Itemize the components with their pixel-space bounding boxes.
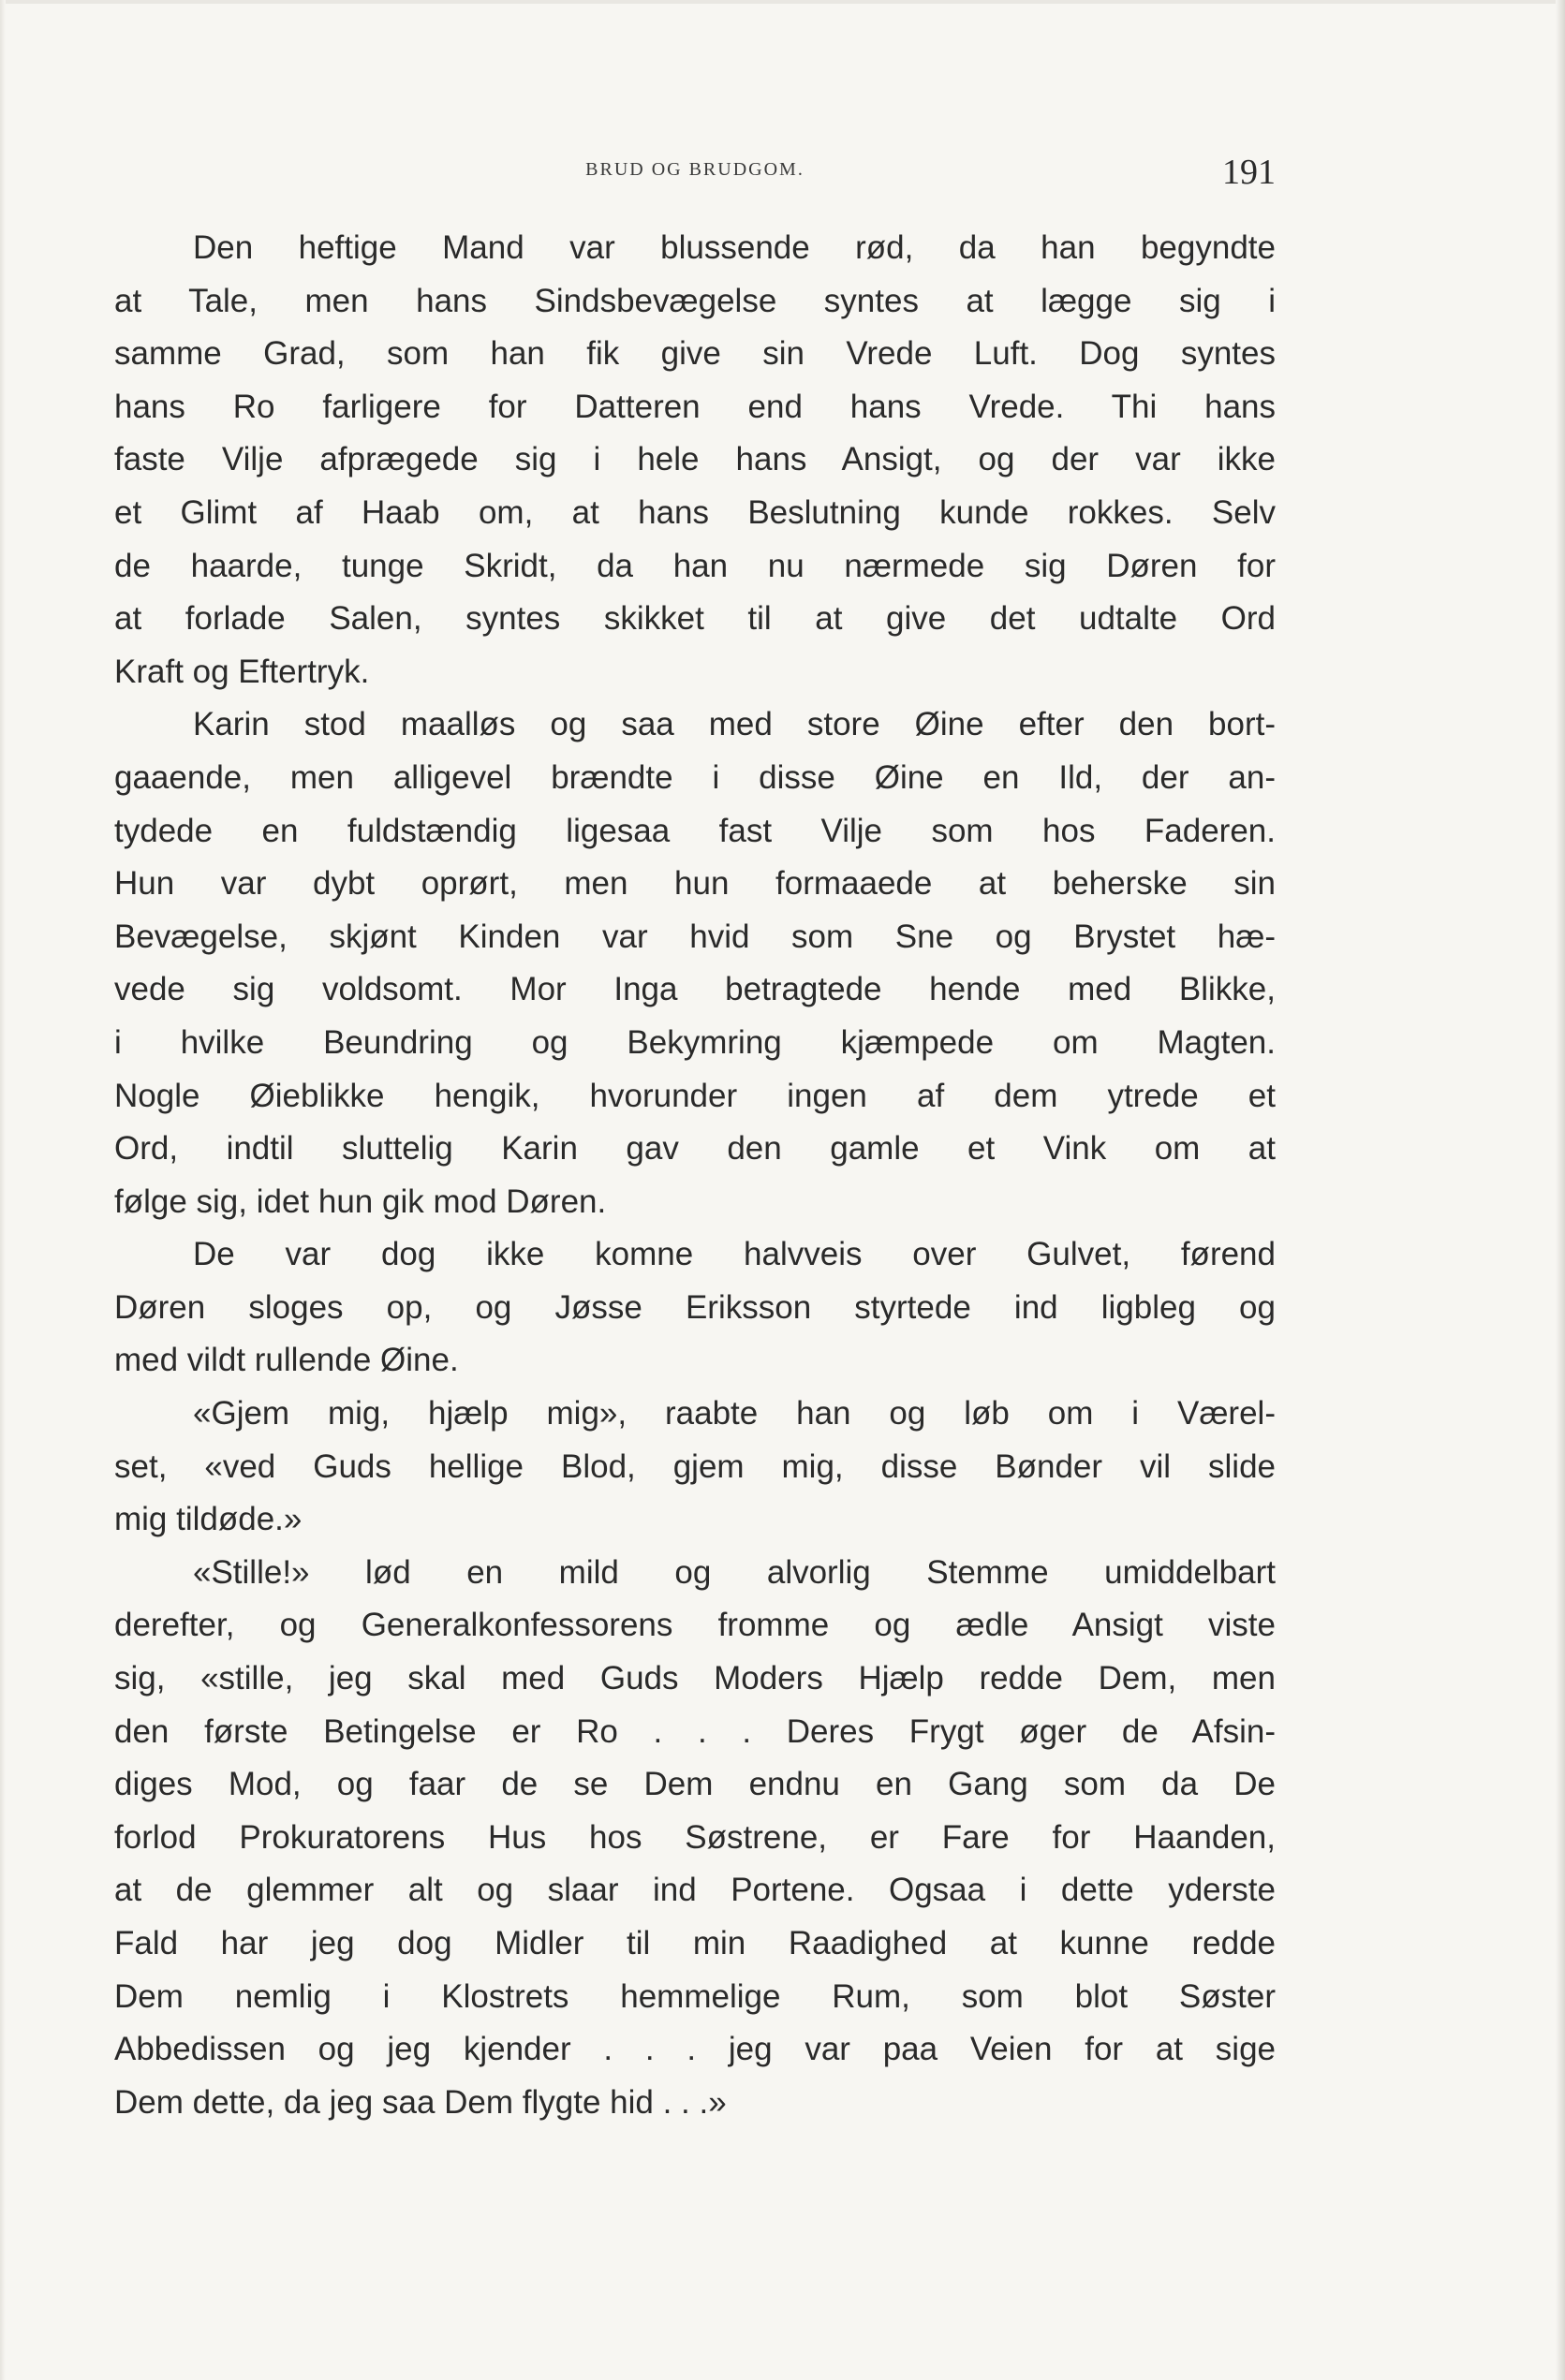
text-line: vede sig voldsomt. Mor Inga betragtede hende med Blikke, [114, 971, 1276, 1008]
text-line: Dem dette, da jeg saa Dem flygte hid . . .» [114, 2083, 727, 2121]
text-line: at de glemmer alt og slaar ind Portene. Ogsaa i dette yderste [114, 1872, 1276, 1909]
text-line: «Stille!» lød en mild og alvorlig Stemme umiddelbart [193, 1553, 1276, 1591]
page-edge-right [1556, 0, 1565, 2380]
text-line: at forlade Salen, syntes skikket til at give det udtalte Ord [114, 600, 1276, 638]
text-line: gaaende, men alligevel brændte i disse Øine en Ild, der an- [114, 758, 1276, 796]
body-text [114, 222, 1276, 2129]
text-line: hans Ro farligere for Datteren end hans Vrede. Thi hans [114, 388, 1276, 425]
text-line: Fald har jeg dog Midler til min Raadighed at kunne redde [114, 1925, 1276, 1961]
text-line: faste Vilje afprægede sig i hele hans Ansigt, og der var ikke [114, 441, 1276, 478]
text-line: diges Mod, og faar de se Dem endnu en Gang som da De [114, 1766, 1276, 1803]
paragraph [114, 222, 1276, 698]
text-line: set, «ved Guds hellige Blod, gjem mig, disse Bønder vil slide [114, 1447, 1276, 1485]
text-line: i hvilke Beundring og Bekymring kjæmpede om Magten. [114, 1023, 1276, 1061]
text-line: at Tale, men hans Sindsbevægelse syntes at lægge sig i [114, 282, 1276, 319]
text-line: Nogle Øieblikke hengik, hvorunder ingen af dem ytrede et [114, 1077, 1276, 1114]
text-line: Karin stod maalløs og saa med store Øine efter den bort- [193, 706, 1276, 743]
text-line: De var dog ikke komne halvveis over Gulvet, førend [193, 1236, 1276, 1273]
text-line: sig, «stille, jeg skal med Guds Moders Hjælp redde Dem, men [114, 1660, 1276, 1697]
paragraph [114, 1228, 1276, 1388]
paragraph [114, 1388, 1276, 1547]
running-head [114, 152, 1276, 198]
text-line: Bevægelse, skjønt Kinden var hvid som Sne og Brystet hæ- [114, 918, 1276, 955]
paragraph [114, 1547, 1276, 2130]
running-title: BRUD OG BRUDGOM. [585, 159, 805, 180]
page-edge-left [0, 0, 6, 2380]
text-line: Abbedissen og jeg kjender . . . jeg var paa Veien for at sige [114, 2031, 1276, 2068]
text-line: de haarde, tunge Skridt, da han nu nærmede sig Døren for [114, 547, 1276, 584]
page-number: 191 [1222, 153, 1276, 192]
text-line: den første Betingelse er Ro . . . Deres Frygt øger de Afsin- [114, 1712, 1276, 1750]
text-line: samme Grad, som han fik give sin Vrede Luft. Dog syntes [114, 335, 1276, 373]
text-line: Den heftige Mand var blussende rød, da han begyndte [193, 229, 1276, 266]
text-line: «Gjem mig, hjælp mig», raabte han og løb om i Værel- [193, 1395, 1276, 1432]
text-line: Døren sloges op, og Jøsse Eriksson styrtede ind ligbleg og [114, 1288, 1276, 1326]
text-line: med vildt rullende Øine. [114, 1342, 459, 1379]
paragraph [114, 698, 1276, 1228]
page-edge-top [0, 0, 1565, 4]
text-line: mig tildøde.» [114, 1501, 303, 1538]
text-line: Dem nemlig i Klostrets hemmelige Rum, som blot Søster [114, 1977, 1276, 2015]
text-line: et Glimt af Haab om, at hans Beslutning kunde rokkes. Selv [114, 493, 1276, 531]
text-line: Ord, indtil sluttelig Karin gav den gamle et Vink om at [114, 1130, 1276, 1168]
text-line: følge sig, idet hun gik mod Døren. [114, 1183, 607, 1220]
text-line: tydede en fuldstændig ligesaa fast Vilje som hos Faderen. [114, 812, 1276, 849]
text-line: Hun var dybt oprørt, men hun formaaede at beherske sin [114, 865, 1276, 903]
text-line: forlod Prokuratorens Hus hos Søstrene, er Fare for Haanden, [114, 1818, 1276, 1856]
text-line: Kraft og Eftertryk. [114, 653, 370, 690]
text-line: derefter, og Generalkonfessorens fromme og ædle Ansigt viste [114, 1607, 1276, 1644]
